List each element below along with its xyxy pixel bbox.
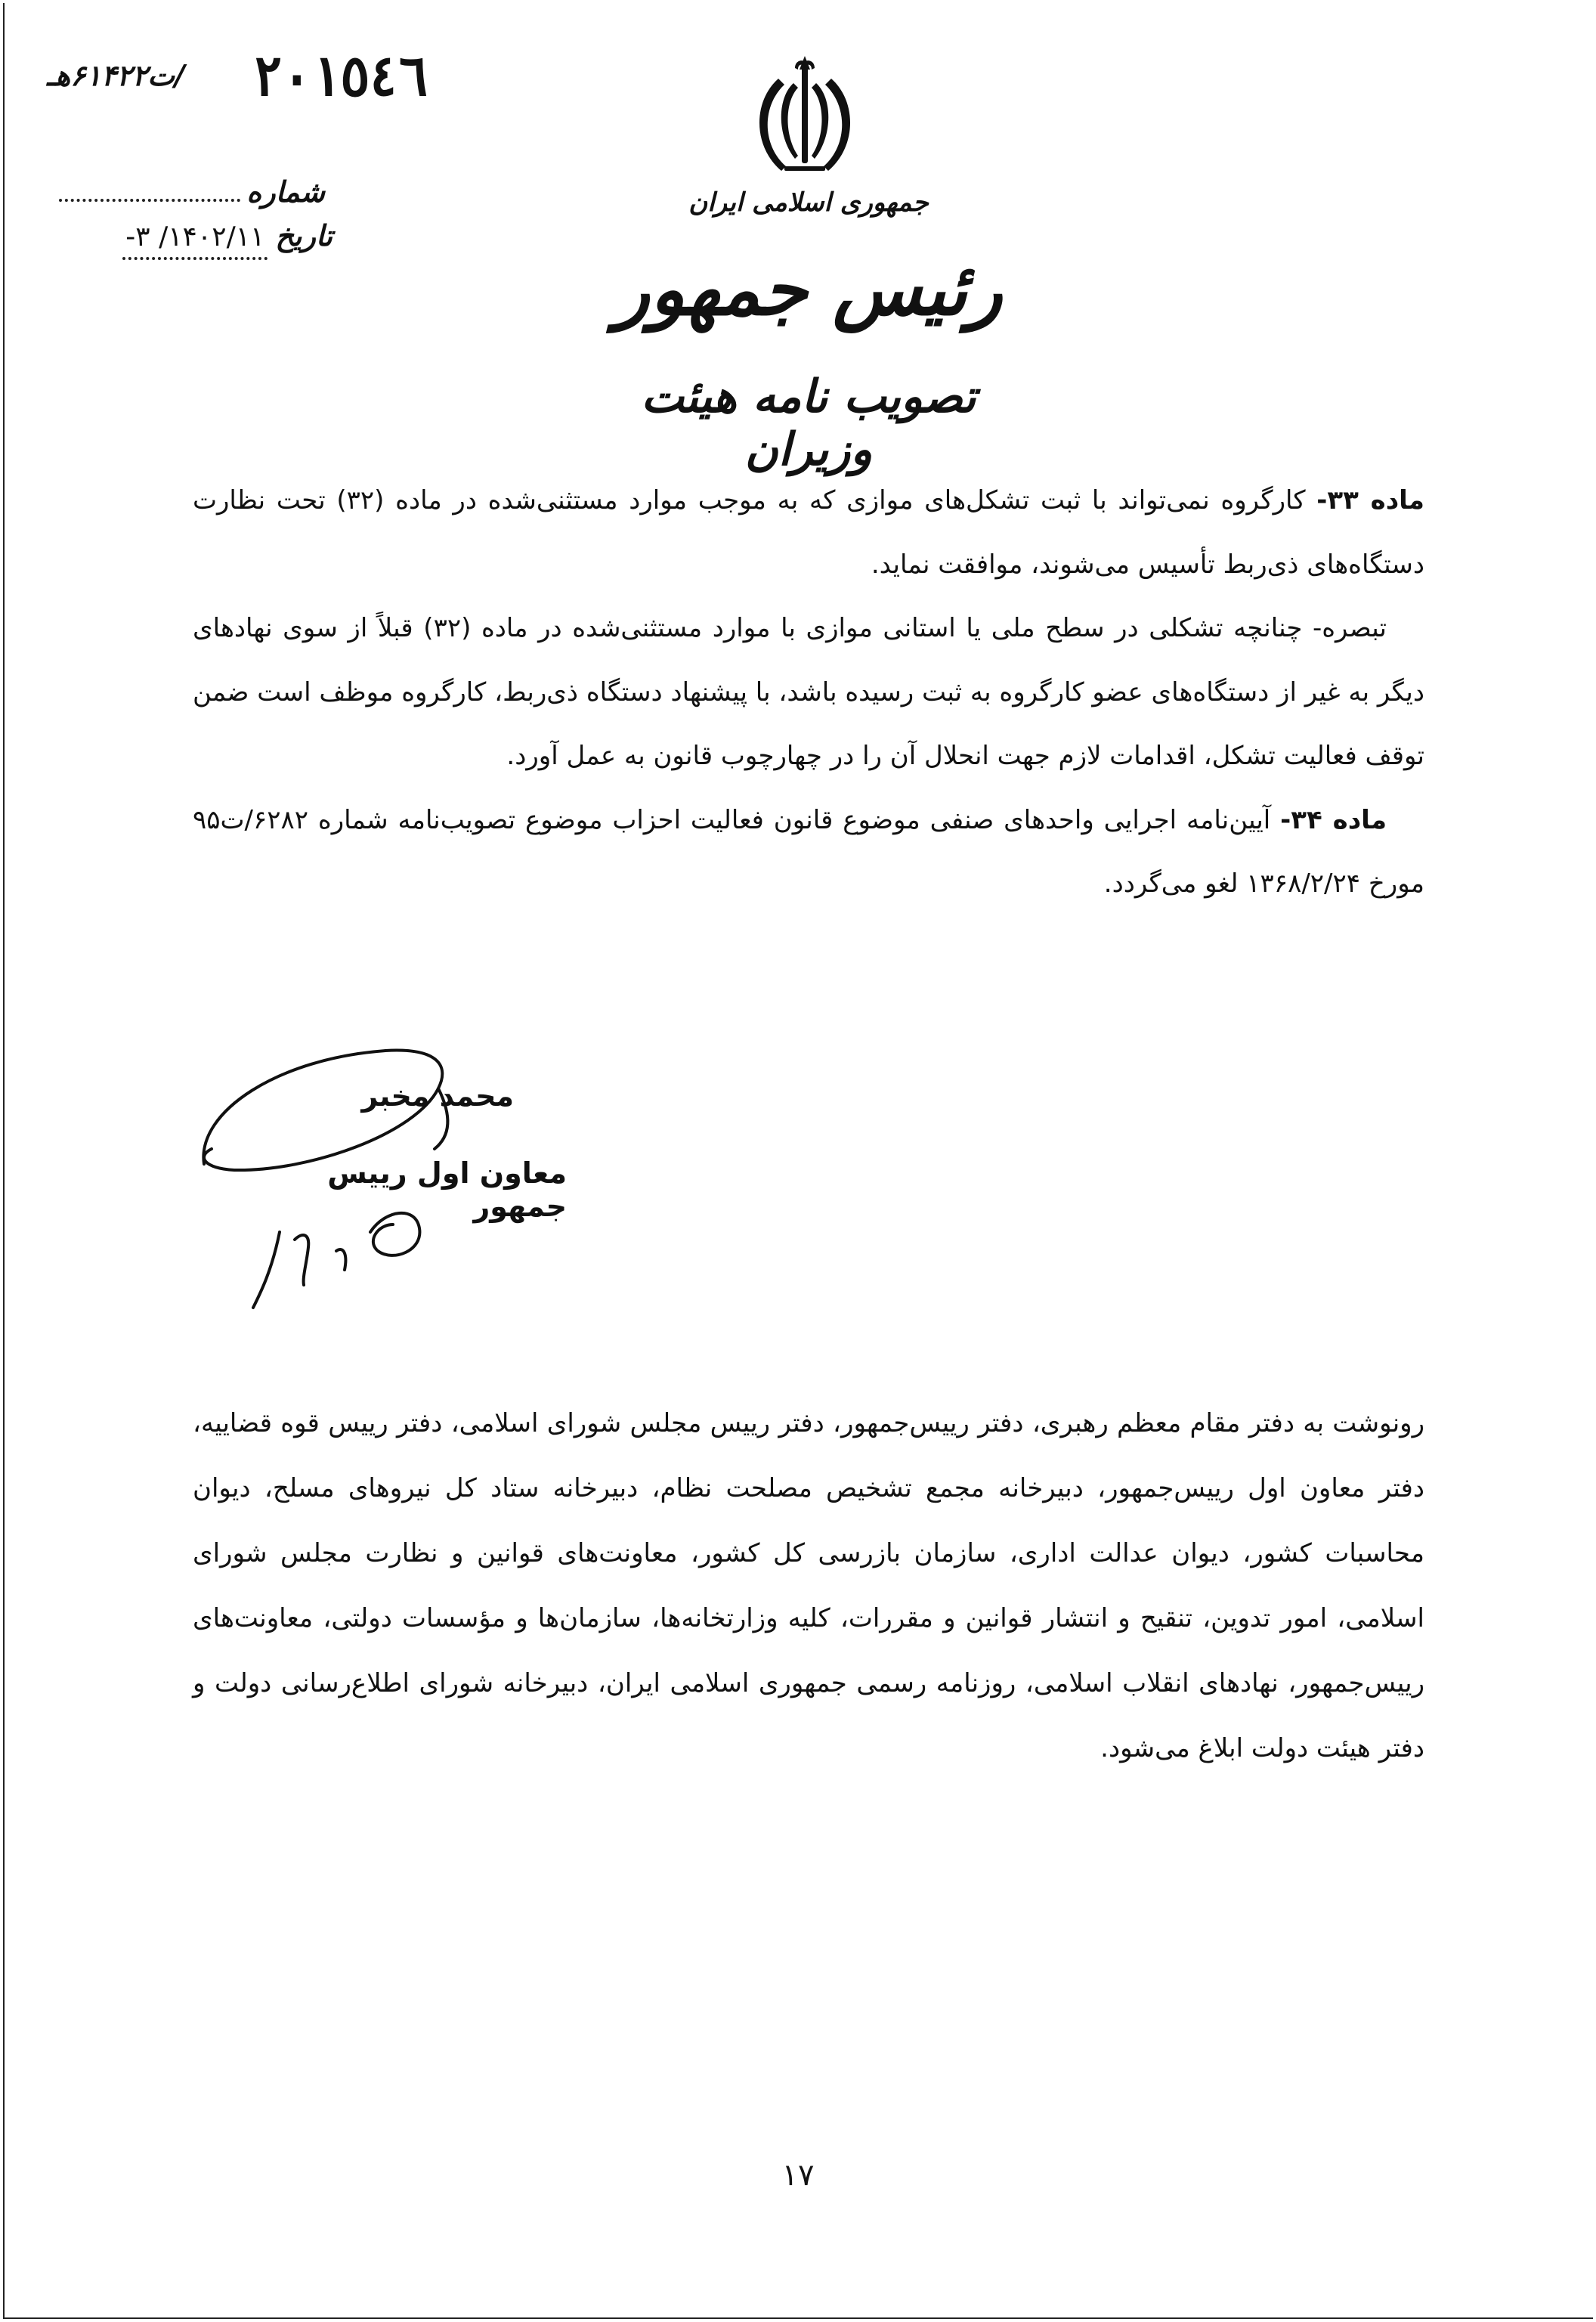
- country-name: جمهوری اسلامی ایران: [688, 187, 929, 218]
- date-value: ۱۴۰۲/۱۱/ ۳-: [122, 221, 268, 260]
- article-33: [193, 469, 1424, 596]
- carbon-copy-list: رونوشت به دفتر مقام معظم رهبری، دفتر رییس‌جمهور، دفتر رییس مجلس شورای اسلامی، دفتر رییس قوه قضاییه، دفتر معاون اول رییس‌جمهور، دبیرخانه مجمع تشخیص مصلحت نظام، دبیرخانه ستاد کل نیروهای مسلح، دیوان محاسبات کشور، دیوان عدالت اداری، سازمان بازرسی کل کشور، معاونت‌های قوانین و نظارت مجلس شورای اسلامی، امور تدوین، تنقیح و انتشار قوانین و مقررات، کلیه وزارتخانه‌ها، سازمان‌ها و مؤسسات دولتی، معاونت‌های رییس‌جمهور، نهادهای انقلاب اسلامی، روزنامه رسمی جمهوری اسلامی ایران، دبیرخانه شورای اطلاع‌رسانی دولت و دفتر هیئت دولت ابلاغ می‌شود.: [193, 1408, 1424, 1763]
- article-34: [193, 788, 1424, 916]
- signatory-name: محمد مخبر: [361, 1079, 514, 1113]
- article-34-title: ماده ۳۴-: [1280, 804, 1387, 835]
- article-33-note: تبصره- چنانچه تشکلی در سطح ملی یا استانی موازی با موارد مستثنی‌شده در ماده (۳۲) قبلاً از سوی نهادهای دیگر به غیر از دستگاه‌های عضو کارگروه به ثبت رسیده باشد، با پیشنهاد دستگاه ذی‌ربط، کارگروه موظف است ضمن توقف فعالیت تشکل، اقدامات لازم جهت انحلال آن را در چهارچوب قانون به عمل آورد.: [193, 613, 1424, 771]
- article-33-title: ماده ۳۳-: [1316, 485, 1424, 515]
- reference-code: /ت۶۱۴۲۲هـ: [47, 59, 185, 92]
- handwritten-reference-number: ٢٠١٥٤٦: [253, 45, 428, 110]
- iran-emblem-icon: [748, 53, 861, 181]
- date-field: [76, 219, 332, 260]
- office-title: رئیس جمهور: [614, 246, 1003, 332]
- number-label: شماره: [246, 175, 325, 209]
- number-field: [76, 175, 325, 209]
- document-type-title: تصویب نامه هیئت وزیران: [641, 370, 976, 476]
- signatory-title: معاون اول رییس جمهور: [327, 1156, 567, 1223]
- page-number: ۱۷: [781, 2158, 815, 2193]
- article-34-text: آیین‌نامه اجرایی واحدهای صنفی موضوع قانون فعالیت احزاب موضوع تصویب‌نامه شماره ۶۲۸۲/ت۹۵ مورخ ۱۳۶۸/۲/۲۴ لغو می‌گردد.: [193, 804, 1424, 899]
- date-label: تاریخ: [275, 219, 332, 252]
- article-33-text: کارگروه نمی‌تواند با ثبت تشکل‌های موازی که به موجب موارد مستثنی‌شده در ماده (۳۲) تحت نظارت دستگاه‌های ذی‌ربط تأسیس می‌شوند، موافقت نماید.: [193, 485, 1424, 580]
- document-body: [193, 469, 1424, 916]
- number-dotted-line: [59, 199, 240, 202]
